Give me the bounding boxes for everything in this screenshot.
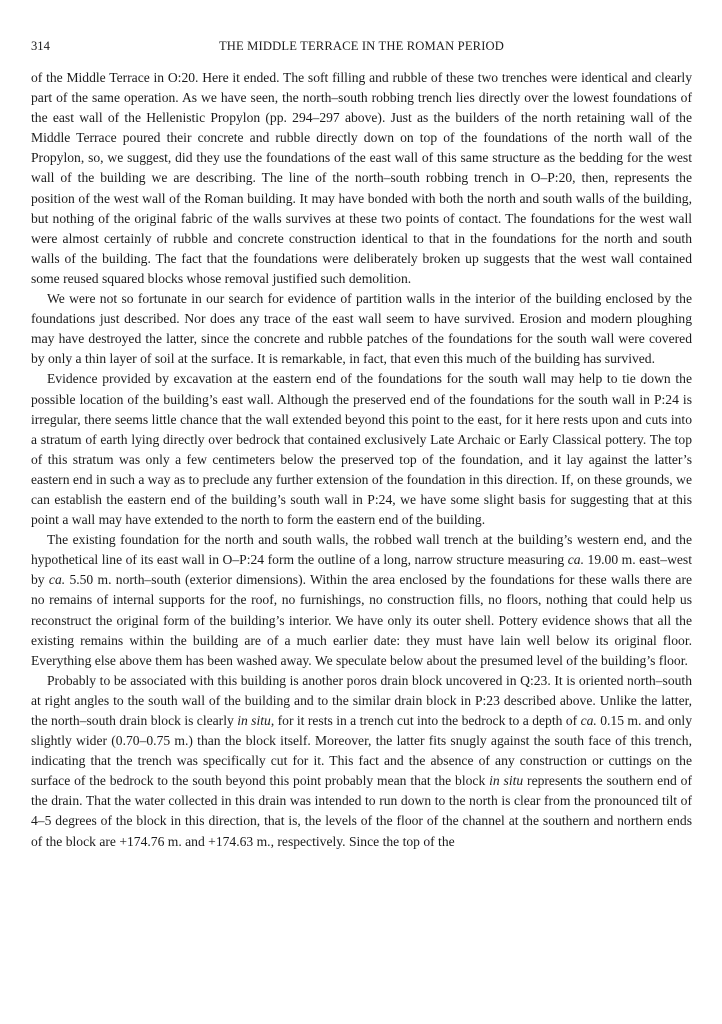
text-run: 19.00 m. east–west by [31, 552, 692, 588]
paragraph [31, 289, 692, 369]
text-run: The existing foundation for the north and south walls, the robbed wall trench at the building’s western end, and the hypothetical line of its east wall in O–P:24 form the outline of a long, narrow structure measuring [31, 532, 692, 568]
text-run: , for it rests in a trench cut into the bedrock to a depth of [270, 713, 581, 728]
paragraph [31, 671, 692, 852]
body-text [31, 68, 692, 852]
running-title: THE MIDDLE TERRACE IN THE ROMAN PERIOD [218, 39, 505, 53]
italic-run: ca. [567, 552, 584, 568]
italic-run: in situ [489, 773, 524, 789]
running-head [31, 36, 692, 56]
page-number: 314 [31, 39, 50, 53]
text-run: Evidence provided by excavation at the eastern end of the foundations for the south wall may help to tie down the possible location of the building’s east wall. Although the preserved end of the foundations for the south wall in P:24 is irregular, there seems little chance that the wall extended beyond this point to the east, for it here rests upon and cuts into a stratum of earth lying directly over bedrock that contained exclusively Late Archaic or Early Classical pottery. The top of this stratum was only a few centimeters below the preserved top of the foundation, and it lay against the latter’s eastern end in such a way as to preclude any further extension of the foundation in this direction. If, on these grounds, we can establish the eastern end of the building’s south wall in P:24, we have some slight basis for suggesting that at this point a wall may have extended to the north to form the eastern end of the building. [31, 371, 692, 528]
italic-run: ca. [580, 713, 597, 728]
paragraph [31, 369, 692, 530]
text-run: of the Middle Terrace in O:20. Here it ended. The soft filling and rubble of these two trenches were identical and clearly part of the same operation. As we have seen, the north–south robbing trench lies directly over the lowest foundations of the east wall of the Hellenistic Propylon (pp. 294–297 above). Just as the builders of the north retaining wall of the Middle Terrace poured their concrete and rubble directly down on top of the foundations of the north wall of the Propylon, so, we suggest, did they use the foundations of the east wall of this same structure as the bedding for the west wall of the building we are describing. The line of the north–south robbing trench in O–P:20, then, represents the position of the west wall of the Roman building. It may have bonded with both the north and south walls of the building, but nothing of the original fabric of the walls survives at these two points of contact. The foundations for the west wall were almost certainly of rubble and concrete construction identical to that in the foundations for the north and south walls of the building. The fact that the foundations were deliberately broken up suggests that the west wall contained some reused squared blocks whose removal justified such demolition. [31, 70, 692, 286]
text-run: We were not so fortunate in our search for evidence of partition walls in the interior of the building enclosed by the foundations just described. Nor does any trace of the east wall seem to have survived. Erosion and modern ploughing may have destroyed the latter, since the concrete and rubble patches of the foundations for the south wall were covered by only a thin layer of soil at the surface. It is remarkable, in fact, that even this much of the building has survived. [31, 291, 692, 367]
italic-run: in situ [237, 713, 271, 728]
text-run: represents the southern end of the drain. That the water collected in this drain was intended to run down to the north is clear from the pronounced tilt of 4–5 degrees of the block in this direction, that is, the levels of the floor of the channel at the southern and northern ends of the block are +174.76 m. and +174.63 m., respectively. Since the top of the [31, 773, 692, 849]
text-run: 0.15 m. and only slightly wider (0.70–0.75 m.) than the block itself. Moreover, the latter fits snugly against the south face of this trench, indicating that the trench was specifically cut for it. This fact and the absence of any construction or cuttings on the surface of the bedrock to the south beyond this point probably mean that the block [31, 713, 692, 789]
italic-run: ca. [48, 572, 66, 588]
text-run: 5.50 m. north–south (exterior dimensions). Within the area enclosed by the foundations for these walls there are no remains of internal supports for the roof, no furnishings, no construction fills, no floors, nothing that could help us reconstruct the original form of the building’s interior. We have only its outer shell. Pottery evidence shows that all the existing remains within the building are of a much earlier date: they must have lain well below its original floor. Everything else above them has been washed away. We speculate below about the presumed level of the building’s floor. [31, 572, 693, 668]
text-run: Probably to be associated with this building is another poros drain block uncovered in Q:23. It is oriented north–south at right angles to the south wall of the building and to the similar drain block in P:23 described above. Unlike the latter, the north–south drain block is clearly [31, 672, 692, 728]
paragraph [31, 530, 692, 671]
paragraph [31, 68, 692, 289]
